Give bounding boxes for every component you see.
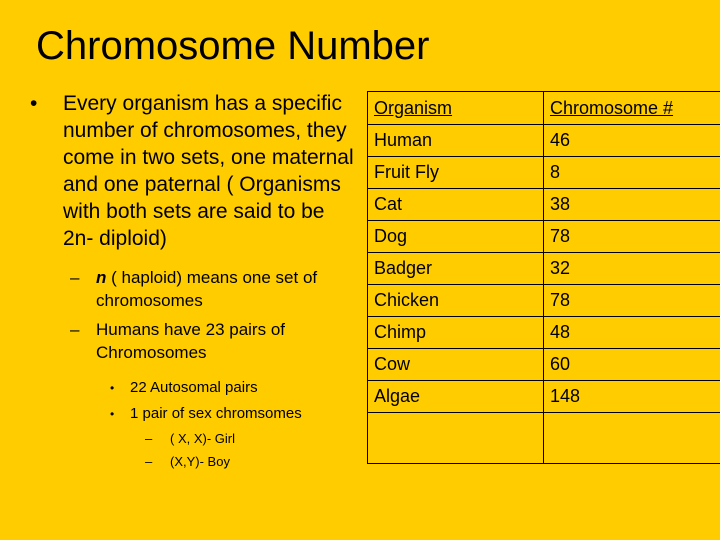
table-header-row (368, 92, 720, 125)
table-row (368, 125, 720, 157)
bullet-dash-icon: – (145, 431, 153, 446)
organism-cell: Cow (368, 349, 544, 381)
bullet-dot-icon: • (110, 407, 115, 421)
bullet-dot-icon: • (110, 381, 115, 395)
table-row (368, 157, 720, 189)
count-cell: 38 (544, 189, 720, 221)
humans-text: Humans have 23 pairs of Chromosomes (96, 320, 285, 362)
bullet-haploid (30, 266, 360, 312)
organism-cell: Fruit Fly (368, 157, 544, 189)
sex-pair-text: 1 pair of sex chromsomes (130, 405, 302, 422)
count-cell: 46 (544, 125, 720, 157)
count-cell: 60 (544, 349, 720, 381)
organism-cell: Dog (368, 221, 544, 253)
organism-cell: Chicken (368, 285, 544, 317)
organism-cell: Badger (368, 253, 544, 285)
table-row (368, 253, 720, 285)
count-cell: 48 (544, 317, 720, 349)
bullet-main-text: Every organism has a specific number of chromosomes, they come in two sets, one maternal and one paternal ( Organisms with both sets are said to be 2n- diploid) (63, 92, 354, 250)
girl-text: ( X, X)- Girl (170, 431, 235, 446)
count-cell: 32 (544, 253, 720, 285)
boy-text: (X,Y)- Boy (170, 454, 230, 469)
chromosome-table (367, 91, 720, 464)
organism-cell: Human (368, 125, 544, 157)
bullet-dash-icon: – (145, 454, 153, 469)
count-cell: 8 (544, 157, 720, 189)
organism-cell (368, 413, 544, 464)
header-organism: Organism (368, 92, 544, 125)
bullet-list (30, 90, 360, 471)
autosomal-text: 22 Autosomal pairs (130, 379, 258, 396)
count-cell: 148 (544, 381, 720, 413)
table-row-empty (368, 413, 720, 464)
bullet-autosomal (30, 378, 360, 398)
bullet-dash-icon: – (70, 268, 80, 287)
count-cell: 78 (544, 221, 720, 253)
bullet-humans (30, 318, 360, 364)
table-row (368, 349, 720, 381)
slide-title: Chromosome Number (36, 24, 430, 68)
table-row (368, 317, 720, 349)
bullet-boy (30, 453, 360, 471)
bullet-sex-pair (30, 404, 360, 424)
haploid-text: ( haploid) means one set of chromosomes (96, 268, 318, 310)
bullet-girl (30, 430, 360, 448)
organism-cell: Algae (368, 381, 544, 413)
table-row (368, 285, 720, 317)
haploid-term: n (96, 268, 107, 287)
count-cell (544, 413, 720, 464)
header-chromosome-count: Chromosome # (544, 92, 720, 125)
bullet-main (30, 90, 360, 252)
table-row (368, 189, 720, 221)
bullet-dot-icon: • (30, 92, 38, 115)
organism-cell: Chimp (368, 317, 544, 349)
organism-cell: Cat (368, 189, 544, 221)
table-row (368, 381, 720, 413)
count-cell: 78 (544, 285, 720, 317)
bullet-dash-icon: – (70, 320, 80, 339)
table-row (368, 221, 720, 253)
